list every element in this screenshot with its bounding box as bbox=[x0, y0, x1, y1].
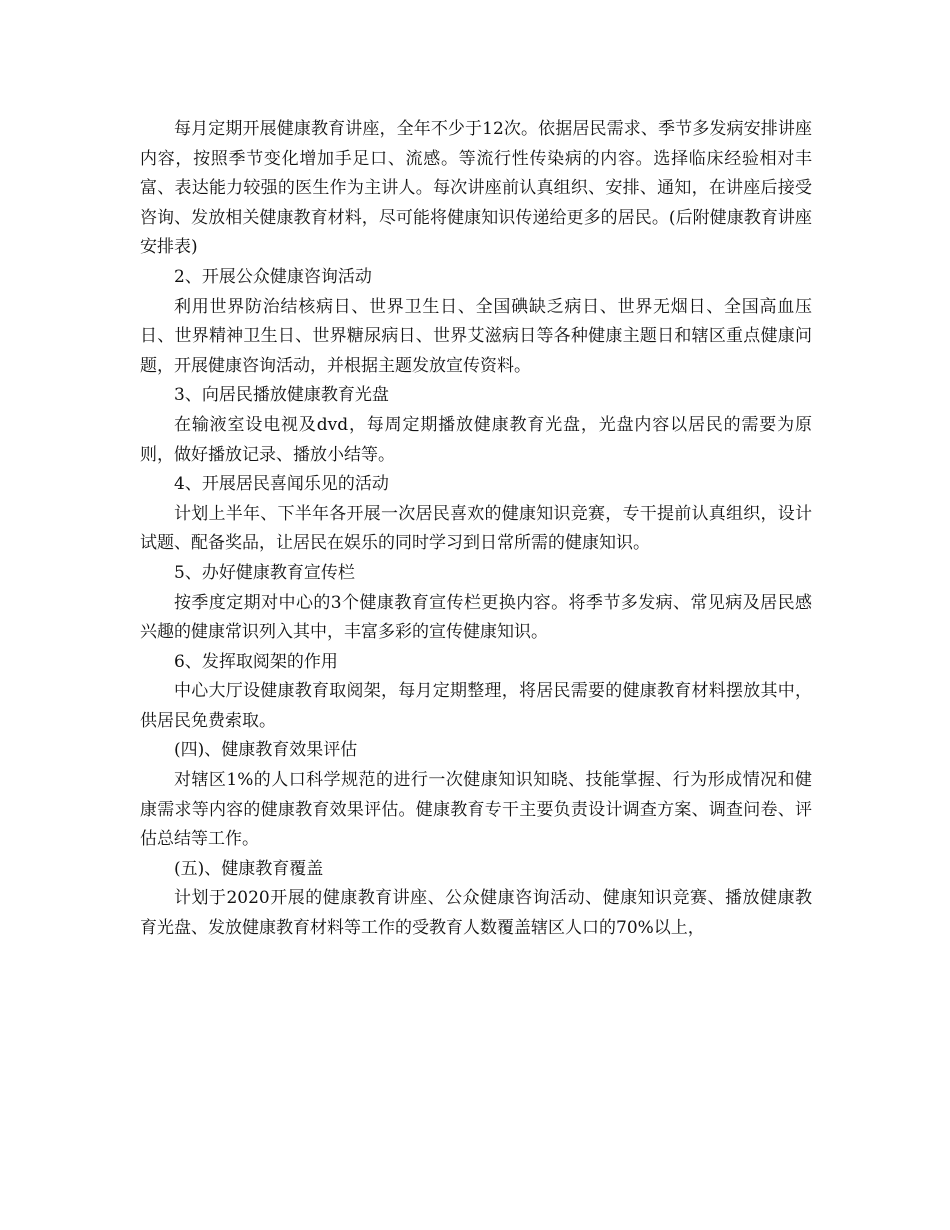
paragraph-coverage: 计划于2020开展的健康教育讲座、公众健康咨询活动、健康知识竞赛、播放健康教育光盘、发放健康教育材料等工作的受教育人数覆盖辖区人口的70%以上， bbox=[140, 888, 812, 939]
heading-effect-evaluation: (四)、健康教育效果评估 bbox=[174, 740, 358, 761]
heading-reading-rack: 6、发挥取阅架的作用 bbox=[174, 651, 338, 672]
heading-public-consultation: 2、开展公众健康咨询活动 bbox=[174, 266, 372, 287]
paragraph-bulletin-board: 按季度定期对中心的3个健康教育宣传栏更换内容。将季节多发病、常见病及居民感兴趣的健康常识列入其中，丰富多彩的宣传健康知识。 bbox=[140, 592, 812, 643]
paragraph-popular-activities: 计划上半年、下半年各开展一次居民喜欢的健康知识竞赛，专干提前认真组织，设计试题、配备奖品，让居民在娱乐的同时学习到日常所需的健康知识。 bbox=[140, 503, 812, 554]
heading-popular-activities: 4、开展居民喜闻乐见的活动 bbox=[174, 474, 389, 495]
heading-coverage: (五)、健康教育覆盖 bbox=[174, 858, 324, 879]
paragraph-reading-rack: 中心大厅设健康教育取阅架，每月定期整理，将居民需要的健康教育材料摆放其中，供居民免费索取。 bbox=[140, 681, 812, 731]
paragraph-video-disc: 在输液室设电视及dvd，每周定期播放健康教育光盘，光盘内容以居民的需要为原则，做好播放记录、播放小结等。 bbox=[140, 414, 812, 465]
paragraph-public-consultation: 利用世界防治结核病日、世界卫生日、全国碘缺乏病日、世界无烟日、全国高血压日、世界精神卫生日、世界糖尿病日、世界艾滋病日等各种健康主题日和辖区重点健康问题，开展健康咨询活动，并根据主题发放宣传资料。 bbox=[140, 296, 812, 376]
paragraph-effect-evaluation: 对辖区1%的人口科学规范的进行一次健康知识知晓、技能掌握、行为形成情况和健康需求等内容的健康教育效果评估。健康教育专干主要负责设计调查方案、调查问卷、评估总结等工作。 bbox=[140, 770, 812, 850]
heading-video-disc: 3、向居民播放健康教育光盘 bbox=[174, 385, 389, 406]
paragraph-lectures: 每月定期开展健康教育讲座，全年不少于12次。依据居民需求、季节多发病安排讲座内容，按照季节变化增加手足口、流感。等流行性传染病的内容。选择临床经验相对丰富、表达能力较强的医生作为主讲人。每次讲座前认真组织、安排、通知，在讲座后接受咨询、发放相关健康教育材料，尽可能将健康知识传递给更多的居民。(后附健康教育讲座安排表) bbox=[140, 119, 812, 258]
heading-bulletin-board: 5、办好健康教育宣传栏 bbox=[174, 562, 355, 583]
document-page bbox=[140, 115, 812, 944]
